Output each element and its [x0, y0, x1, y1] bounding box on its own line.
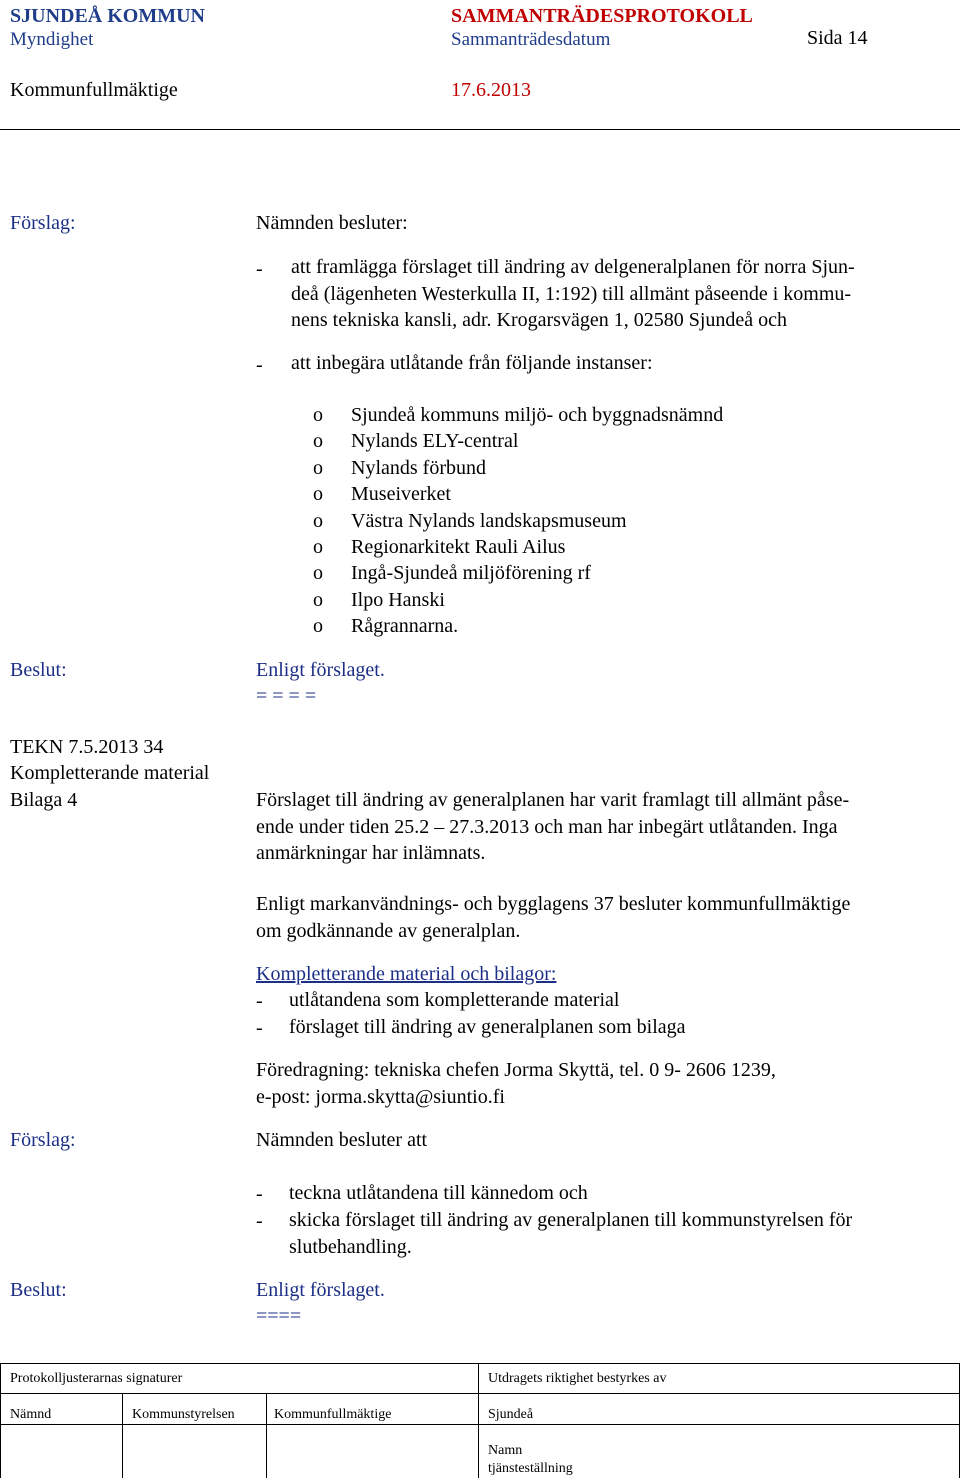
- certifier-place: Sjundeå: [488, 1407, 534, 1422]
- list-dash: -: [256, 1183, 263, 1205]
- footer-divider: [122, 1393, 123, 1478]
- paragraph-law: Enligt markanvändnings- och bygglagens 37 besluter kommunfullmäktige om godkännande av generalplan.: [256, 893, 851, 942]
- signature-footer: [0, 1363, 960, 1478]
- decision-label: Beslut:: [10, 659, 67, 681]
- column-municipal-board: Kommunstyrelsen: [132, 1407, 235, 1422]
- list-item-request: att inbegära utlåtande från följande instanser:: [291, 352, 653, 374]
- meeting-date: 17.6.2013: [451, 79, 531, 101]
- authority-name: Kommunfullmäktige: [10, 79, 178, 101]
- decision-text: Enligt förslaget.: [256, 1279, 385, 1301]
- presenter-info: Föredragning: tekniska chefen Jorma Skyttä, tel. 0 9- 2606 1239, e-post: jorma.skytta@siuntio.fi: [256, 1059, 776, 1108]
- decision-item: teckna utlåtandena till kännedom och: [289, 1182, 588, 1204]
- page-number: Sida 14: [807, 27, 868, 49]
- item-reference: TEKN 7.5.2013 34: [10, 736, 164, 758]
- list-dash: -: [256, 990, 263, 1012]
- proposal-label: Förslag:: [10, 1129, 76, 1151]
- list-dash: -: [256, 354, 263, 376]
- footer-rule-top: [0, 1363, 960, 1364]
- list-dash: -: [256, 258, 263, 280]
- decision-label: Beslut:: [10, 1279, 67, 1301]
- decides-heading: Nämnden besluter:: [256, 212, 408, 234]
- footer-rule: [0, 1424, 960, 1425]
- list-dash: -: [256, 1017, 263, 1039]
- material-item: förslaget till ändring av generalplanen som bilaga: [289, 1016, 686, 1038]
- decision-item: skicka förslaget till ändring av generalplanen till kommunstyrelsen för slutbehandling.: [289, 1209, 853, 1258]
- list-item-publish: att framlägga förslaget till ändring av delgeneralplanen för norra Sjun- deå (lägenheten Westerkulla II, 1:192) till allmänt påseende i kommu- nens tekniska kansli, adr. Krogarsvägen 1, 02580 Sjundeå och: [291, 256, 855, 331]
- separator: = = = =: [256, 685, 317, 707]
- item-subject: Kompletterande material: [10, 762, 210, 784]
- header-rule: [0, 129, 960, 130]
- certification-label: Utdragets riktighet bestyrkes av: [488, 1371, 667, 1386]
- proposal-label: Förslag:: [10, 212, 76, 234]
- separator: ====: [256, 1305, 302, 1327]
- footer-divider: [478, 1363, 479, 1478]
- name-label: Namn: [488, 1443, 523, 1458]
- list-dash: -: [256, 1210, 263, 1232]
- footer-border-left: [0, 1363, 1, 1478]
- instances-list: o Sjundeå kommuns miljö- och byggnadsnämnd o Nylands ELY-central o Nylands förbund o Museiverket o Västra Nylands landskapsmuseum o Regionarkitekt Rauli Ailus o Ingå-Sjundeå miljöförening rf o Ilpo Hanski o Rågrannarna.: [313, 404, 724, 638]
- signatures-label: Protokolljusterarnas signaturer: [10, 1371, 183, 1386]
- column-board: Nämnd: [10, 1407, 52, 1422]
- material-item: utlåtandena som kompletterande material: [289, 989, 620, 1011]
- decides-heading: Nämnden besluter att: [256, 1129, 428, 1151]
- footer-rule: [0, 1393, 960, 1394]
- attachment-ref: Bilaga 4: [10, 789, 78, 811]
- authority-label: Myndighet: [10, 29, 94, 50]
- decision-text: Enligt förslaget.: [256, 659, 385, 681]
- column-council: Kommunfullmäktige: [274, 1407, 392, 1422]
- document-type: SAMMANTRÄDESPROTOKOLL: [451, 5, 753, 27]
- paragraph-exhibition: Förslaget till ändring av generalplanen har varit framlagt till allmänt påse- ende under tiden 25.2 – 27.3.2013 och man har inbegärt utlåtanden. Inga anmärkningar har inlämnats.: [256, 789, 850, 864]
- org-name: SJUNDEÅ KOMMUN: [10, 5, 205, 27]
- material-heading: Kompletterande material och bilagor:: [256, 963, 557, 985]
- date-label: Sammanträdesdatum: [451, 29, 611, 50]
- footer-divider: [266, 1393, 267, 1478]
- title-label: tjänsteställning: [488, 1461, 573, 1476]
